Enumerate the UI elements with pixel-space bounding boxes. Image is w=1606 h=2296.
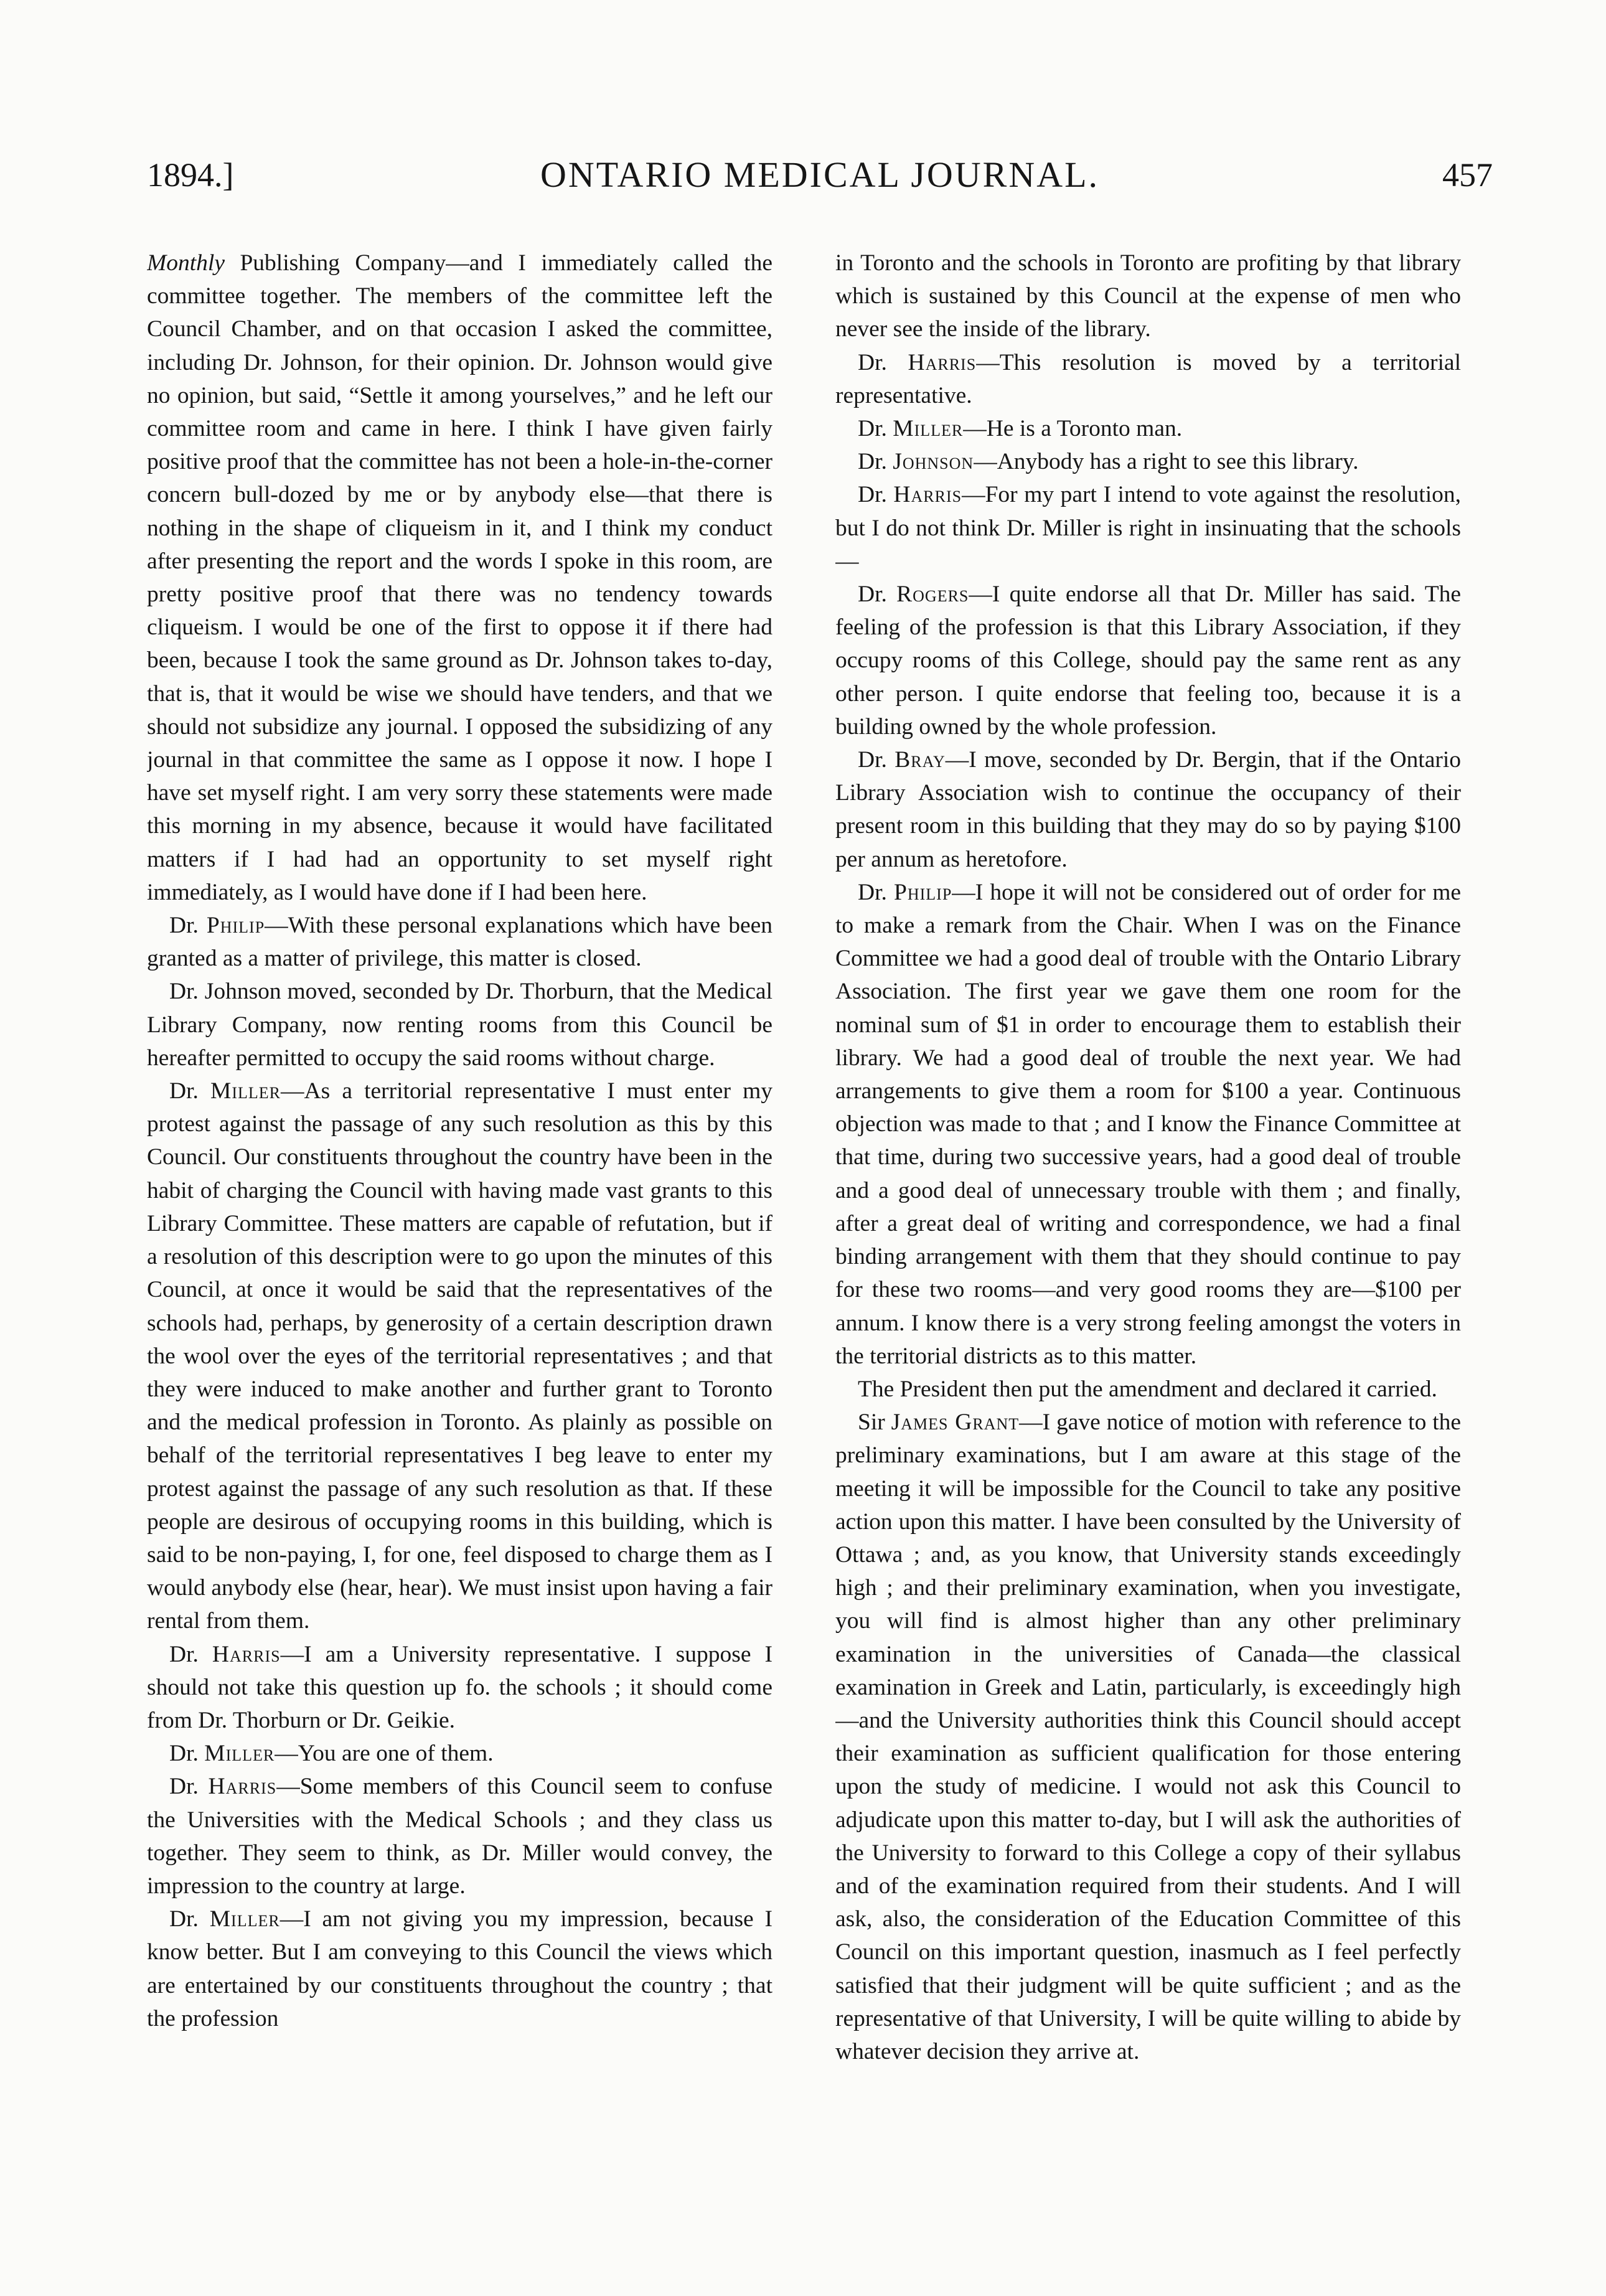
paragraph-text: Publishing Company—and I immediately called the committee together. The members of the committee left the Council Chamber, and on that occasion I asked the committee, including Dr. Johnson, for their opinion. Dr. Johnson would give no opinion, but said, “Settle it among yourselves,” and he left our committee room and came in here. I think I have given fairly positive proof that the committee has not been a hole-in-the-corner concern bull-dozed by me or by anybody else—that there is nothing in the shape of cliqueism in it, and I think my conduct after presenting the report and the words I spoke in this room, are pretty positive proof that there was no tendency towards cliqueism. I would be one of the first to oppose it if there had been, because I took the same ground as Dr. Johnson takes to-day, that is, that it would be wise we should have tenders, and that we should not subsidize any journal. I opposed the subsidizing of any journal in that committee the same as I oppose it now. I hope I have set myself right. I am very sorry these statements were made this morning in my absence, because it would have facilitated matters if I had had an opportunity to set myself right immediately, as I would have done if I had been here. [147,250,772,905]
speaker-title: Dr. [858,747,895,773]
speaker-name: Johnson [893,449,974,475]
paragraph [147,1075,772,1637]
paragraph [147,909,772,975]
speaker-title: Dr. [858,581,897,608]
speaker-dash: — [969,581,992,608]
paragraph [835,412,1461,445]
page-number: 457 [1442,156,1493,194]
speaker-dash: — [281,1078,304,1104]
speaker-title: Sir [858,1409,891,1436]
italic-run: Monthly [147,250,225,276]
paragraph-text: He is a Toronto man. [986,416,1183,442]
paragraph [835,478,1461,578]
speaker-dash: — [276,1774,300,1800]
speaker-dash: — [963,416,987,442]
paragraph-text: I move, seconded by Dr. Bergin, that if the Ontario Library Association wish to continue the occupancy of their present room in this building that they may do so by paying $100 per annum as heretofore. [835,747,1461,872]
speaker-name: Harris [212,1641,281,1667]
left-column [147,247,772,2186]
paragraph-text: For my part I intend to vote against the resolution, but I do not think Dr. Miller is right in insinuating that the schools— [835,482,1461,574]
paragraph [147,1638,772,1738]
speaker-dash: — [974,449,997,475]
speaker-dash: — [952,879,975,905]
speaker-title: Dr. [858,416,893,442]
speaker-title: Dr. [169,1641,212,1667]
journal-title: ONTARIO MEDICAL JOURNAL. [540,154,1100,195]
speaker-title: Dr. [169,1774,209,1800]
paragraph [835,1406,1461,2068]
paragraph [835,247,1461,346]
paragraph [147,975,772,1075]
paragraph-text: I am a University representative. I suppose I should not take this question up fo. the schools ; it should come from Dr. Thorburn or Dr. Geikie. [147,1641,772,1733]
paragraph-text: Some members of this Council seem to confuse the Universities with the Medical Schools ; and they class us together. They seem to think, as Dr. Miller would convey, the impression to the country at large. [147,1774,772,1899]
speaker-dash: — [945,747,969,773]
speaker-title: Dr. [858,349,908,375]
paragraph [835,743,1461,876]
speaker-name: Rogers [896,581,969,608]
paragraph-text: As a territorial representative I must enter my protest against the passage of any such resolution as this by this Council. Our constituents throughout the country have been in the habit of charging the Council with having made vast grants to this Library Committee. These matters are capable of refutation, but if a resolution of this description were to go upon the minutes of this Council, at once it would be said that the representatives of the schools had, perhaps, by generosity of a certain description drawn the wool over the eyes of the territorial representatives ; and that they were induced to make another and further grant to Toronto and the medical profession in Toronto. As plainly as possible on behalf of the territorial representatives I beg leave to enter my protest against the passage of any such resolution as that. If these people are desirous of occupying rooms in this building, which is said to be non-paying, I, for one, feel disposed to charge them as I would anybody else (hear, hear). We must insist upon having a fair rental from them. [147,1078,772,1634]
speaker-name: Philip [893,879,952,905]
paragraph [147,1737,772,1770]
speaker-name: Miller [209,1906,280,1932]
speaker-name: Miller [210,1078,281,1104]
paragraph-text: I am not giving you my impression, because I know better. But I am conveying to this Council the views which are entertained by our constituents throughout the country ; that the profession [147,1906,772,2031]
speaker-name: Philip [206,913,265,939]
speaker-title: Dr. [169,1078,211,1104]
speaker-dash: — [275,1741,298,1767]
paragraph [147,247,772,909]
running-header [147,147,1493,203]
paragraph-text: With these personal explanations which have been granted as a matter of privilege, this matter is closed. [147,913,772,972]
paragraph [835,1373,1461,1406]
speaker-name: James Grant [891,1409,1020,1436]
speaker-name: Harris [208,1774,277,1800]
speaker-title: Dr. [169,1741,205,1767]
paragraph-text: I gave notice of motion with reference to the preliminary examinations, but I am aware at this stage of the meeting it will be impossible for the Council to take any positive action upon this matter. I have been consulted by the University of Ottawa ; and, as you know, that University stands exceedingly high ; and their preliminary examination, when you investigate, you will find is almost higher than any other preliminary examination in the universities of Canada—the classical examination in Greek and Latin, particularly, is exceedingly high—and the University authorities think this Council should accept their examination as sufficient qualification for those entering upon the study of medicine. I would not ask this Council to adjudicate upon this matter to-day, but I will ask the authorities of the University to forward to this College a copy of their syllabus and of the examination required from their students. And I will ask, also, the consideration of the Education Committee of this Council on this important question, inasmuch as I feel perfectly satisfied that their judgment will be quite sufficient ; and as the representative of that University, I will be quite willing to abide by whatever decision they arrive at. [835,1409,1461,2064]
speaker-name: Harris [893,482,962,508]
paragraph-text: The President then put the amendment and declared it carried. [858,1376,1437,1402]
paragraph-text: I hope it will not be considered out of order for me to make a remark from the Chair. When I was on the Finance Committee we had a good deal of trouble with the Ontario Library Association. The first year we gave them one room for the nominal sum of $1 in order to encourage them to establish their library. We had a good deal of trouble the next year. We had arrangements to give them a room for $100 a year. Continuous objection was made to that ; and I know the Finance Committee at that time, during two successive years, had a good deal of trouble and a good deal of unnecessary trouble with them ; and finally, after a great deal of writing and correspondence, we had a final binding arrangement with them that they should continue to pay for these two rooms—and very good rooms they are—$100 per annum. I know there is a very strong feeling amongst the voters in the territorial districts as to this matter. [835,879,1461,1369]
paragraph [835,445,1461,478]
speaker-name: Bray [895,747,946,773]
speaker-dash: — [976,349,1000,375]
speaker-name: Miller [204,1741,275,1767]
paragraph-text: You are one of them. [298,1741,494,1767]
speaker-dash: — [279,1906,304,1932]
paragraph-text: I quite endorse all that Dr. Miller has said. The feeling of the profession is that this Library Association, if they occupy rooms of this College, should pay the same rent as any other person. I quite endorse that feeling too, because it is a building owned by the whole profession. [835,581,1461,740]
speaker-dash: — [962,482,985,508]
speaker-dash: — [280,1641,304,1667]
header-year: 1894.] [147,156,234,194]
right-column [835,247,1461,2186]
paragraph-text: in Toronto and the schools in Toronto are profiting by that library which is sustained by this Council at the expense of men who never see the inside of the library. [835,250,1461,342]
speaker-name: Miller [893,416,964,442]
paragraph [835,346,1461,412]
paragraph-text: Anybody has a right to see this library. [997,449,1359,475]
speaker-title: Dr. [169,913,207,939]
paragraph [835,876,1461,1373]
speaker-title: Dr. [169,1906,210,1932]
speaker-dash: — [265,913,288,939]
paragraph-text: Dr. Johnson moved, seconded by Dr. Thorburn, that the Medical Library Company, now renting rooms from this Council be hereafter permitted to occupy the said rooms without charge. [147,979,772,1071]
paragraph-text: This resolution is moved by a territorial representative. [835,349,1461,408]
paragraph [835,578,1461,743]
paragraph [147,1770,772,1903]
speaker-title: Dr. [858,482,894,508]
speaker-title: Dr. [858,879,894,905]
speaker-name: Harris [908,349,977,375]
speaker-dash: — [1019,1409,1043,1436]
speaker-title: Dr. [858,449,893,475]
paragraph [147,1903,772,2035]
